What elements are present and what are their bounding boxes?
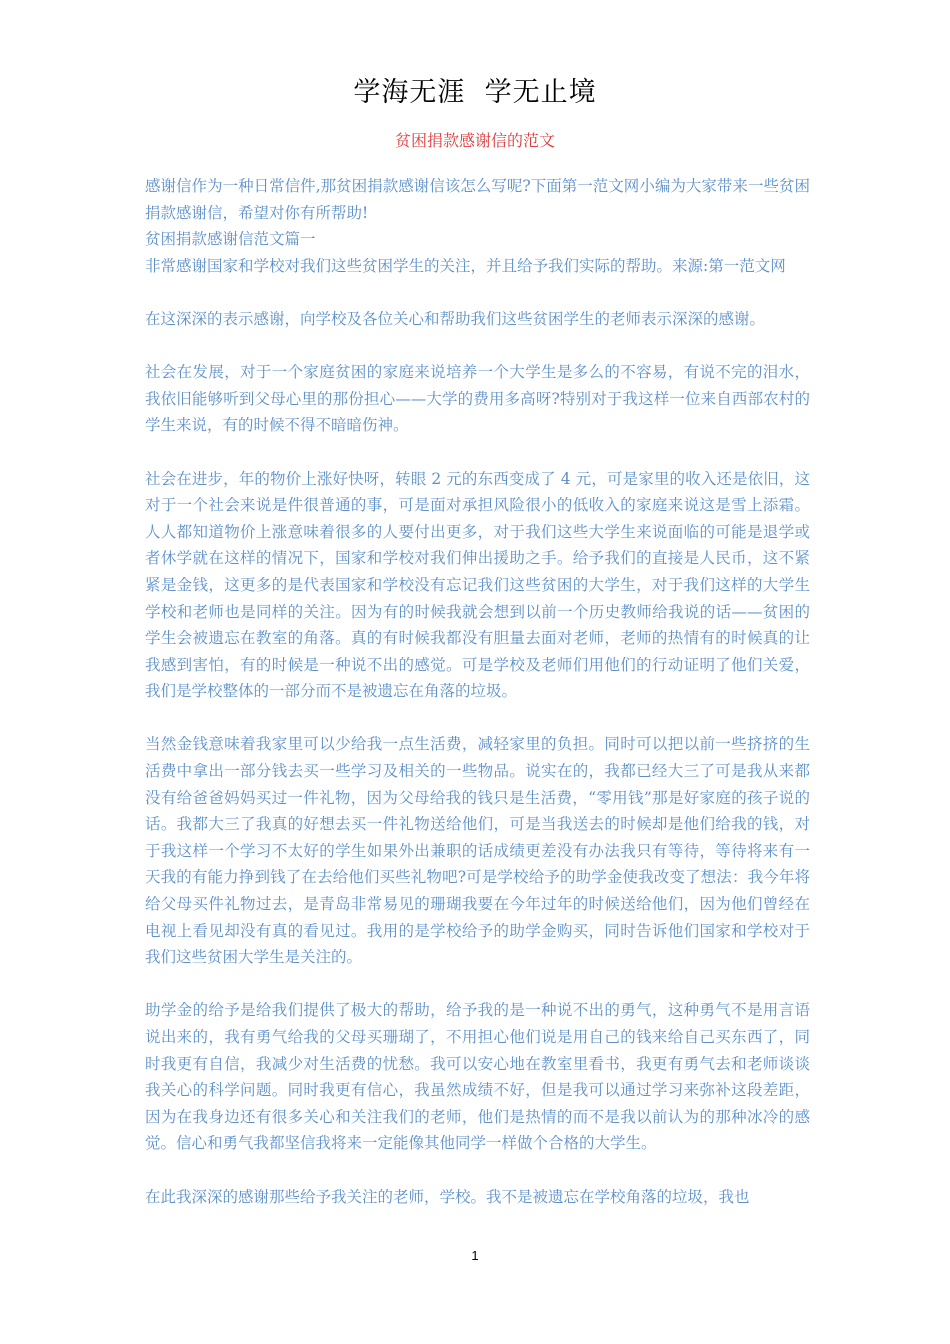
paragraph: 助学金的给予是给我们提供了极大的帮助，给予我的是一种说不出的勇气，这种勇气不是用言语说出来的，我有勇气给我的父母买珊瑚了，不用担心他们说是用自己的钱来给自己买东西了，同时我更有自信，我减少对生活费的忧愁。我可以安心地在教室里看书，我更有勇气去和老师谈谈我关心的科学问题。同时我更有信心，我虽然成绩不好，但是我可以通过学习来弥补这段差距，因为在我身边还有很多关心和关注我们的老师，他们是热情的而不是我以前认为的那种冰冷的感觉。信心和勇气我都坚信我将来一定能像其他同学一样做个合格的大学生。 bbox=[145, 1001, 810, 1153]
document-body bbox=[145, 173, 810, 1210]
paragraph: 社会在进步，年的物价上涨好快呀，转眼 2 元的东西变成了 4 元，可是家里的收入还是依旧，这对于一个社会来说是件很普通的事，可是面对承担风险很小的低收入的家庭来说这是雪上添霜。人人都知道物价上涨意味着很多的人要付出更多，对于我们这些大学生来说面临的可能是退学或者休学就在这样的情况下，国家和学校对我们伸出援助之手。给予我们的直接是人民币，这不紧紧是金钱，这更多的是代表国家和学校没有忘记我们这些贫困的大学生，对于我们这样的大学生学校和老师也是同样的关注。因为有的时候我就会想到以前一个历史教师给我说的话——贫困的学生会被遗忘在教室的角落。真的有时候我都没有胆量去面对老师，老师的热情有的时候真的让我感到害怕，有的时候是一种说不出的感觉。可是学校及老师们用他们的行动证明了他们关爱，我们是学校整体的一部分而不是被遗忘在角落的垃圾。 bbox=[145, 469, 810, 701]
paragraph: 非常感谢国家和学校对我们这些贫困学生的关注，并且给予我们实际的帮助。来源:第一范文网 bbox=[145, 256, 786, 275]
header-title: 学海无涯 学无止境 bbox=[353, 77, 597, 108]
paragraph: 在此我深深的感谢那些给予我关注的老师，学校。我不是被遗忘在学校角落的垃圾，我也 bbox=[145, 1187, 750, 1206]
section-heading: 贫困捐款感谢信范文篇一 bbox=[145, 230, 316, 249]
page-number: 1 bbox=[471, 1248, 479, 1263]
paragraph: 社会在发展，对于一个家庭贫困的家庭来说培养一个大学生是多么的不容易，有说不完的泪水，我依旧能够听到父母心里的那份担心——大学的费用多高呀?特别对于我这样一位来自西部农村的学生来说，有的时候不得不暗暗伤神。 bbox=[145, 363, 810, 435]
paragraph: 在这深深的表示感谢，向学校及各位关心和帮助我们这些贫困学生的老师表示深深的感谢。 bbox=[145, 309, 766, 328]
document-title: 贫困捐款感谢信的范文 bbox=[394, 131, 555, 150]
paragraph: 当然金钱意味着我家里可以少给我一点生活费，减轻家里的负担。同时可以把以前一些挤挤的生活费中拿出一部分钱去买一些学习及相关的一些物品。说实在的，我都已经大三了可是我从来都没有给爸爸妈妈买过一件礼物，因为父母给我的钱只是生活费，“零用钱”那是好家庭的孩子说的话。我都大三了我真的好想去买一件礼物送给他们，可是当我送去的时候却是他们给我的钱，对于我这样一个学习不太好的学生如果外出兼职的话成绩更差没有办法我只有等待，等待将来有一天我的有能力挣到钱了在去给他们买些礼物吧?可是学校给予的助学金使我改变了想法：我今年将给父母买件礼物过去，是青岛非常易见的珊瑚我要在今年过年的时候送给他们，因为他们曾经在电视上看见却没有真的看见过。我用的是学校给予的助学金购买，同时告诉他们国家和学校对于我们这些贫困大学生是关注的。 bbox=[145, 735, 810, 967]
paragraph-intro: 感谢信作为一种日常信件,那贫困捐款感谢信该怎么写呢?下面第一范文网小编为大家带来一些贫困捐款感谢信，希望对你有所帮助! bbox=[145, 177, 810, 222]
